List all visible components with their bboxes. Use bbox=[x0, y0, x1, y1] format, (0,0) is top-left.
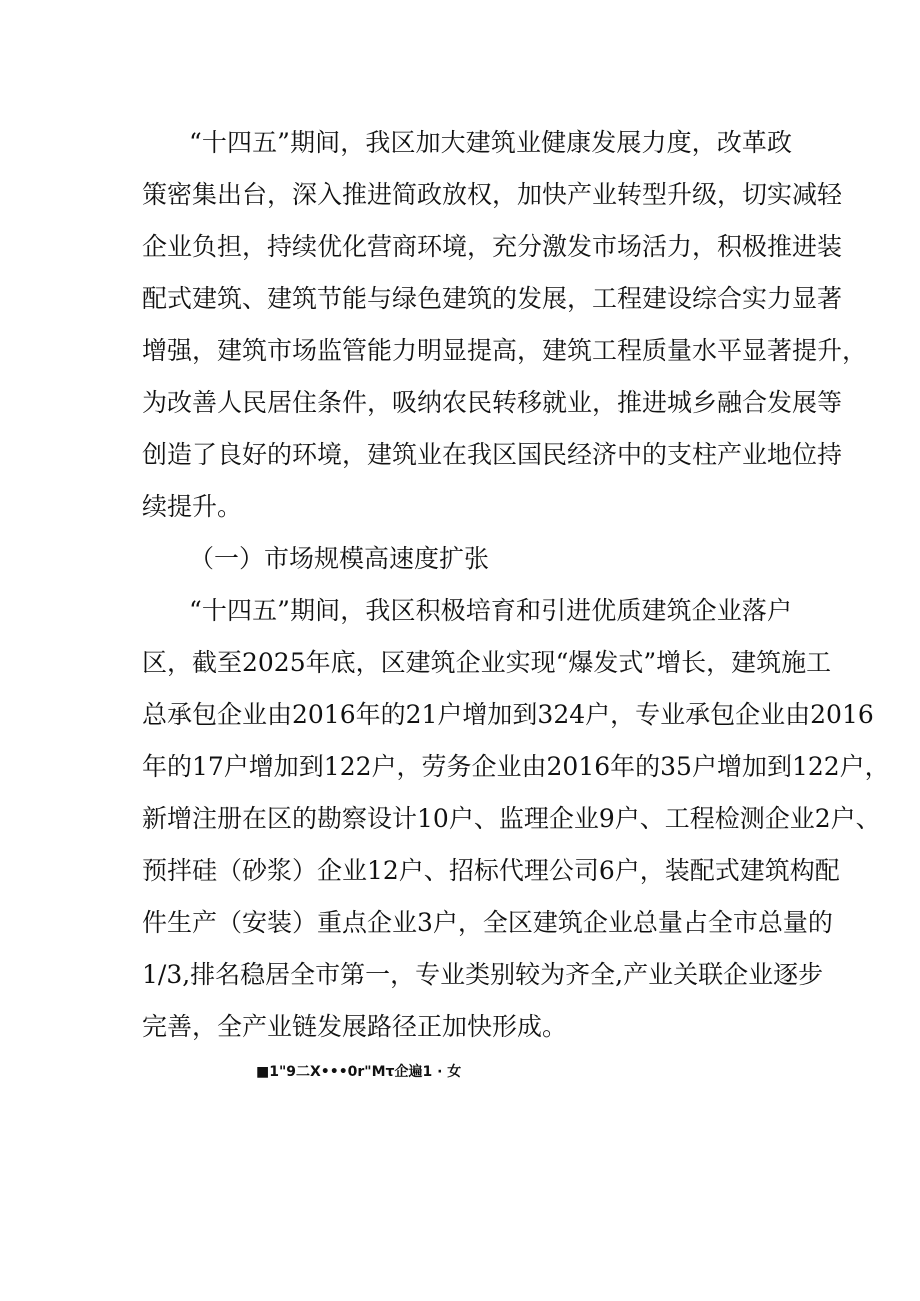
paragraph-line: 总承包企业由2016年的21户增加到324户，专业承包企业由2016 bbox=[142, 700, 874, 729]
paragraph-line: 为改善人民居住条件，吸纳农民转移就业，推进城乡融合发展等 bbox=[142, 388, 843, 417]
paragraph-line: “十四五”期间，我区加大建筑业健康发展力度，改革政 bbox=[189, 128, 792, 157]
paragraph-line: 策密集出台，深入推进简政放权，加快产业转型升级，切实减轻 bbox=[142, 180, 843, 209]
paragraph-line: 增强，建筑市场监管能力明显提高，建筑工程质量水平显著提升， bbox=[142, 336, 868, 365]
paragraph-line: 企业负担，持续优化营商环境，充分激发市场活力，积极推进装 bbox=[142, 232, 843, 261]
paragraph-line: 年的17户增加到122户，劳务企业由2016年的35户增加到122户， bbox=[142, 752, 890, 781]
garbled-footer-text: ■1"9二X•••0r"Mτ企遍1 · 女 bbox=[256, 1064, 462, 1080]
paragraph-line: 预拌硅（砂浆）企业12户、招标代理公司6户，装配式建筑构配 bbox=[142, 856, 840, 885]
paragraph-line: 配式建筑、建筑节能与绿色建筑的发展，工程建设综合实力显著 bbox=[142, 284, 843, 313]
paragraph-line: 件生产（安装）重点企业3户，全区建筑企业总量占全市总量的 bbox=[142, 908, 833, 937]
paragraph-line: “十四五”期间，我区积极培育和引进优质建筑企业落户 bbox=[189, 596, 792, 625]
section-heading: （一）市场规模高速度扩张 bbox=[189, 544, 490, 573]
paragraph-line: 完善，全产业链发展路径正加快形成。 bbox=[142, 1012, 568, 1041]
paragraph-line: 1/3,排名稳居全市第一，专业类别较为齐全,产业关联企业逐步 bbox=[142, 960, 824, 989]
paragraph-line: 创造了良好的环境，建筑业在我区国民经济中的支柱产业地位持 bbox=[142, 440, 843, 469]
paragraph-line: 新增注册在区的勘察设计10户、监理企业9户、工程检测企业2户、 bbox=[142, 804, 881, 833]
paragraph-line: 区，截至2025年底，区建筑企业实现“爆发式”增长，建筑施工 bbox=[142, 648, 832, 677]
paragraph-line: 续提升。 bbox=[142, 492, 243, 521]
